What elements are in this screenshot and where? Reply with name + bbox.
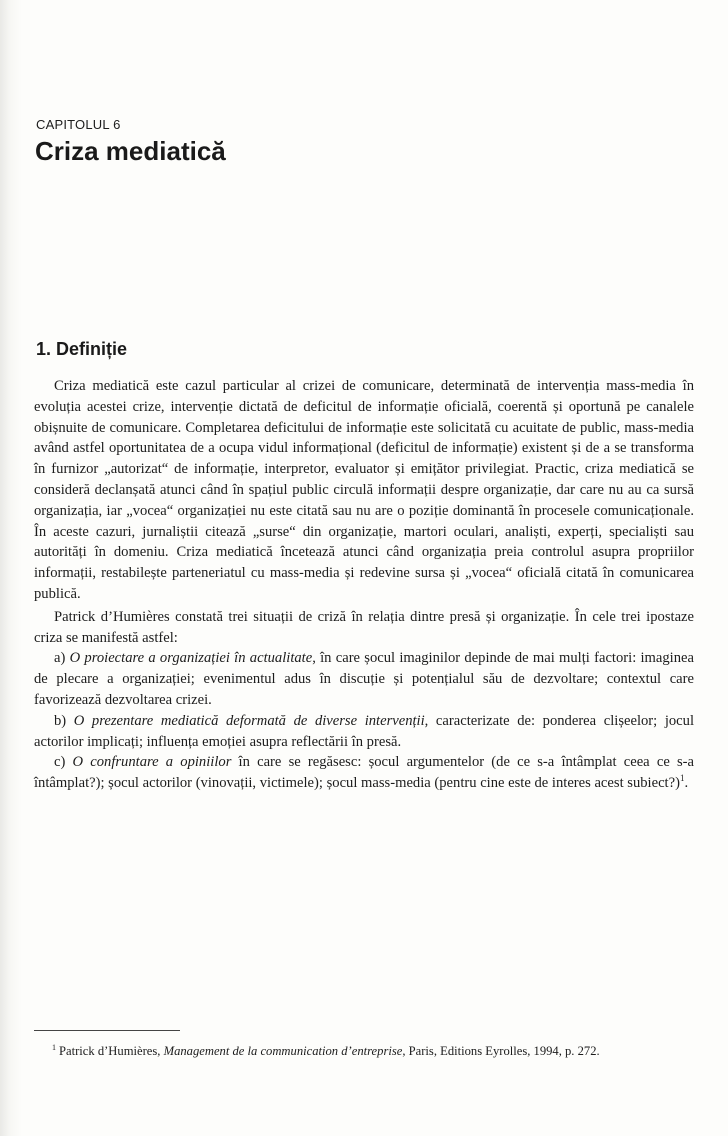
list-item-end: . — [684, 775, 689, 792]
chapter-title: Criza mediatică — [35, 136, 226, 166]
paragraph-definition: Criza mediatică este cazul particular al crizei de comunicare, determinată de intervenția mass-media în evoluția acestei crize, intervenție dictată de deficitul de informație oficială, coerentă și oportună pe canalele obișnuite de comunicare. Completarea deficitului de informație este solicitată cu acuitate de public, mass-media având astfel oportunitatea de a ocupa vidul informațional (deficitul de informație) existent și de a se transforma în furnizor „autorizat“ de informație, interpretor, evaluator și emițător privilegiat. Practic, criza mediatică se consideră declanșată atunci când în spațiul public circulă informații despre organizație, dar care nu au ca sursă organizația, iar „vocea“ organizației nu este citată sau nu are o poziție dominantă în procesele comunicaționale. În aceste cazuri, jurnaliștii citează „surse“ din organizație, martori oculari, analiști, experți, specialiști sau autorități în domeniu. Criza mediatică încetează atunci când organizația preia controlul asupra propriilor informații, restabilește parteneriatul cu mass-media și redevine sursa și „vocea“ oficială citată în comunicarea publică. — [34, 378, 694, 602]
footnote-divider — [34, 1030, 180, 1031]
list-item-title: O proiectare a organizației în actualitate — [69, 650, 313, 667]
list-marker: a) — [54, 650, 70, 667]
list-item-c — [34, 752, 694, 794]
section-heading: 1. Definiție — [36, 339, 128, 359]
list-item-title: O confruntare a opiniilor — [72, 754, 232, 771]
list-item-b — [34, 711, 694, 753]
body-text — [34, 376, 694, 794]
footnote-title: Management de la communication d’entreprise — [163, 1044, 403, 1058]
list-marker: c) — [54, 754, 73, 771]
list-item-text: în care se regăsesc: șocul argumentelor (de ce s-a întâmplat ceea ce s-a întâmplat?); șocul actorilor (vinovații, victimele); șocul mass-media (pentru cine este de interes acest subiect?) — [34, 754, 694, 792]
list-item-title: O prezentare mediatică deformată de diverse intervenții — [73, 712, 425, 729]
list-item-a — [34, 648, 694, 710]
footnote-author: Patrick d’Humières, — [59, 1044, 164, 1058]
chapter-label: CAPITOLUL 6 — [36, 117, 121, 132]
footnote-number: 1 — [52, 1042, 56, 1052]
footnote-details: , Paris, Editions Eyrolles, 1994, p. 272. — [402, 1044, 600, 1058]
paragraph-situations: Patrick d’Humières constată trei situații de criză în relația dintre presă și organizație. În cele trei ipostaze criza se manifestă astfel: — [34, 608, 694, 646]
list-item-text: , caracterizate de: ponderea clișeelor; jocul actorilor implicați; influența emoției asupra reflectării în presă. — [34, 712, 694, 750]
footnote — [34, 1042, 694, 1061]
list-marker: b) — [54, 712, 74, 729]
footnote-reference: 1 — [679, 773, 685, 784]
list-item-text: , în care șocul imaginilor depinde de mai mulți factori: imaginea de plecare a organizației; evenimentul adus în discuție și potențialul său de dezvoltare; contextul care favorizează dezvoltarea crizei. — [34, 650, 694, 708]
